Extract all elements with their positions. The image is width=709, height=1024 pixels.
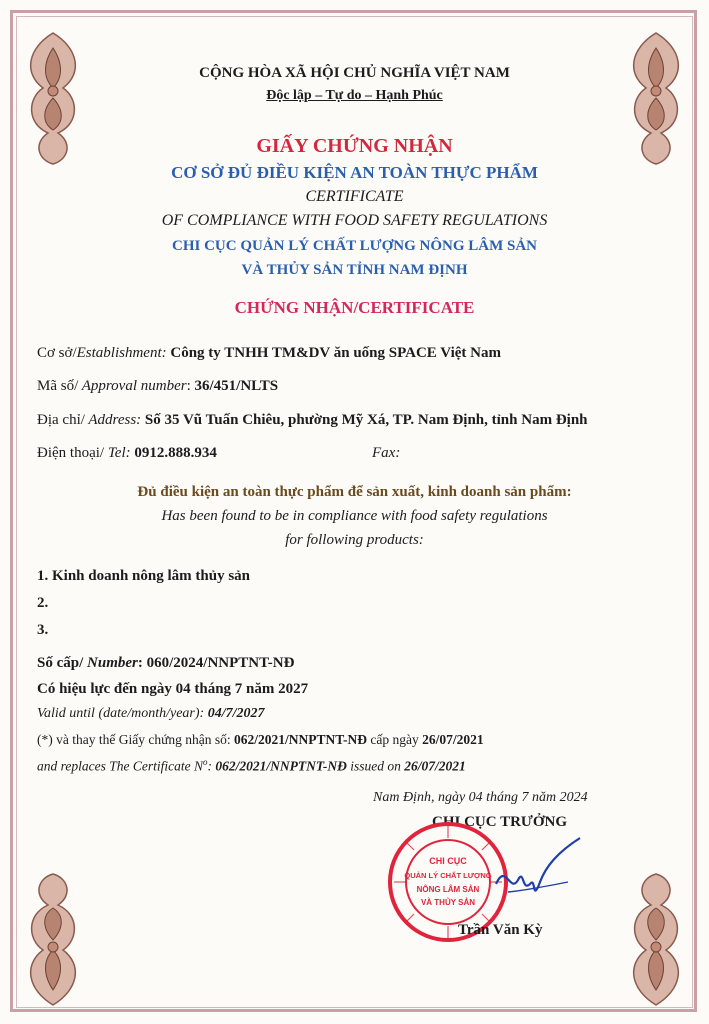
statement-vn: Đủ điều kiện an toàn thực phẩm để sản xuất, kinh doanh sản phẩm: [137, 484, 572, 500]
tel-row [37, 445, 217, 462]
ornament-bottom-right-icon [621, 870, 691, 1010]
replaces-en-row [37, 757, 466, 775]
place-date: Nam Định, ngày 04 tháng 7 năm 2024 [373, 790, 588, 805]
approval-colon: : [186, 378, 191, 394]
approval-label-en: Approval number [78, 378, 187, 394]
replaces-vn-number: 062/2021/NNPTNT-NĐ [234, 732, 368, 747]
address-row [37, 412, 588, 429]
statement-en-2: for following products: [285, 532, 424, 548]
establishment-row [37, 345, 501, 362]
issue-number-value: 060/2024/NNPTNT-NĐ [146, 655, 295, 671]
tel-label-vn: Điện thoại/ [37, 445, 105, 461]
establishment-value: Công ty TNHH TM&DV ăn uống SPACE Việt Nam [170, 345, 501, 361]
replaces-en-sup: o [202, 757, 208, 767]
issue-number-label-vn: Số cấp/ [37, 655, 84, 671]
replaces-en-text-3: issued on [346, 758, 405, 774]
replaces-en-text-2: : [207, 758, 216, 774]
issue-number-colon: : [137, 655, 143, 671]
valid-until-en-row [37, 706, 264, 722]
approval-row [37, 378, 278, 395]
certificate-title: GIẤY CHỨNG NHẬN [256, 135, 453, 157]
address-label-vn: Địa chỉ/ [37, 412, 85, 428]
national-motto: Độc lập – Tự do – Hạnh Phúc [266, 88, 443, 103]
signer-title: CHI CỤC TRƯỞNG [432, 814, 568, 830]
replaces-en-date: 26/07/2021 [404, 758, 466, 774]
signature-scribble-icon [488, 832, 588, 912]
ornament-bottom-left-icon [18, 870, 88, 1010]
certificate-subtitle-en-2: OF COMPLIANCE WITH FOOD SAFETY REGULATIONS [161, 212, 548, 229]
product-item: 1. Kinh doanh nông lâm thủy sản [37, 568, 251, 584]
statement-en-1: Has been found to be in compliance with food safety regulations [161, 508, 548, 524]
replaces-en-number: 062/2021/NNPTNT-NĐ [215, 758, 347, 774]
replaces-vn-text-2: cấp ngày [367, 732, 423, 747]
stamp-text-3: NÔNG LÂM SẢN [416, 885, 480, 894]
replaces-vn-row [37, 732, 484, 748]
agency-name-1: CHI CỤC QUẢN LÝ CHẤT LƯỢNG NÔNG LÂM SẢN [171, 238, 538, 254]
approval-value: 36/451/NLTS [194, 378, 279, 394]
agency-name-2: VÀ THỦY SẢN TỈNH NAM ĐỊNH [241, 262, 468, 278]
valid-until-en-value: 04/7/2027 [207, 706, 265, 721]
valid-until-en-label: Valid until (date/month/year): [37, 706, 208, 721]
issue-number-row [37, 655, 294, 672]
certificate-label: CHỨNG NHẬN/CERTIFICATE [234, 298, 475, 317]
product-item: 3. [37, 622, 49, 638]
approval-label-vn: Mã số/ [37, 378, 79, 394]
establishment-label-vn: Cơ sở/ [37, 345, 77, 361]
stamp-text-1: CHI CỤC [429, 856, 467, 866]
replaces-en-text-1: and replaces The Certificate N [37, 758, 203, 774]
tel-label-en: Tel: [104, 445, 131, 461]
tel-value: 0912.888.934 [134, 445, 217, 461]
certificate-subtitle-vn: CƠ SỞ ĐỦ ĐIỀU KIỆN AN TOÀN THỰC PHẨM [171, 163, 538, 182]
valid-until-vn: Có hiệu lực đến ngày 04 tháng 7 năm 2027 [37, 681, 309, 697]
issue-number-label-en: Number [83, 655, 138, 671]
stamp-text-4: VÀ THỦY SẢN [420, 898, 476, 907]
address-value: Số 35 Vũ Tuấn Chiêu, phường Mỹ Xá, TP. Nam Định, tỉnh Nam Định [144, 412, 588, 428]
fax-label: Fax: [372, 445, 401, 461]
country-header: CỘNG HÒA XÃ HỘI CHỦ NGHĨA VIỆT NAM [199, 65, 510, 81]
establishment-label-en: Establishment: [76, 345, 167, 361]
address-label-en: Address: [84, 412, 142, 428]
stamp-text-2: QUẢN LÝ CHẤT LƯỢNG [404, 871, 492, 880]
signer-name: Trần Văn Kỳ [458, 922, 543, 938]
certificate-subtitle-en-1: CERTIFICATE [305, 188, 404, 205]
replaces-vn-text-1: (*) và thay thế Giấy chứng nhận số: [37, 732, 235, 747]
replaces-vn-date: 26/07/2021 [422, 732, 484, 747]
product-item: 2. [37, 595, 49, 611]
